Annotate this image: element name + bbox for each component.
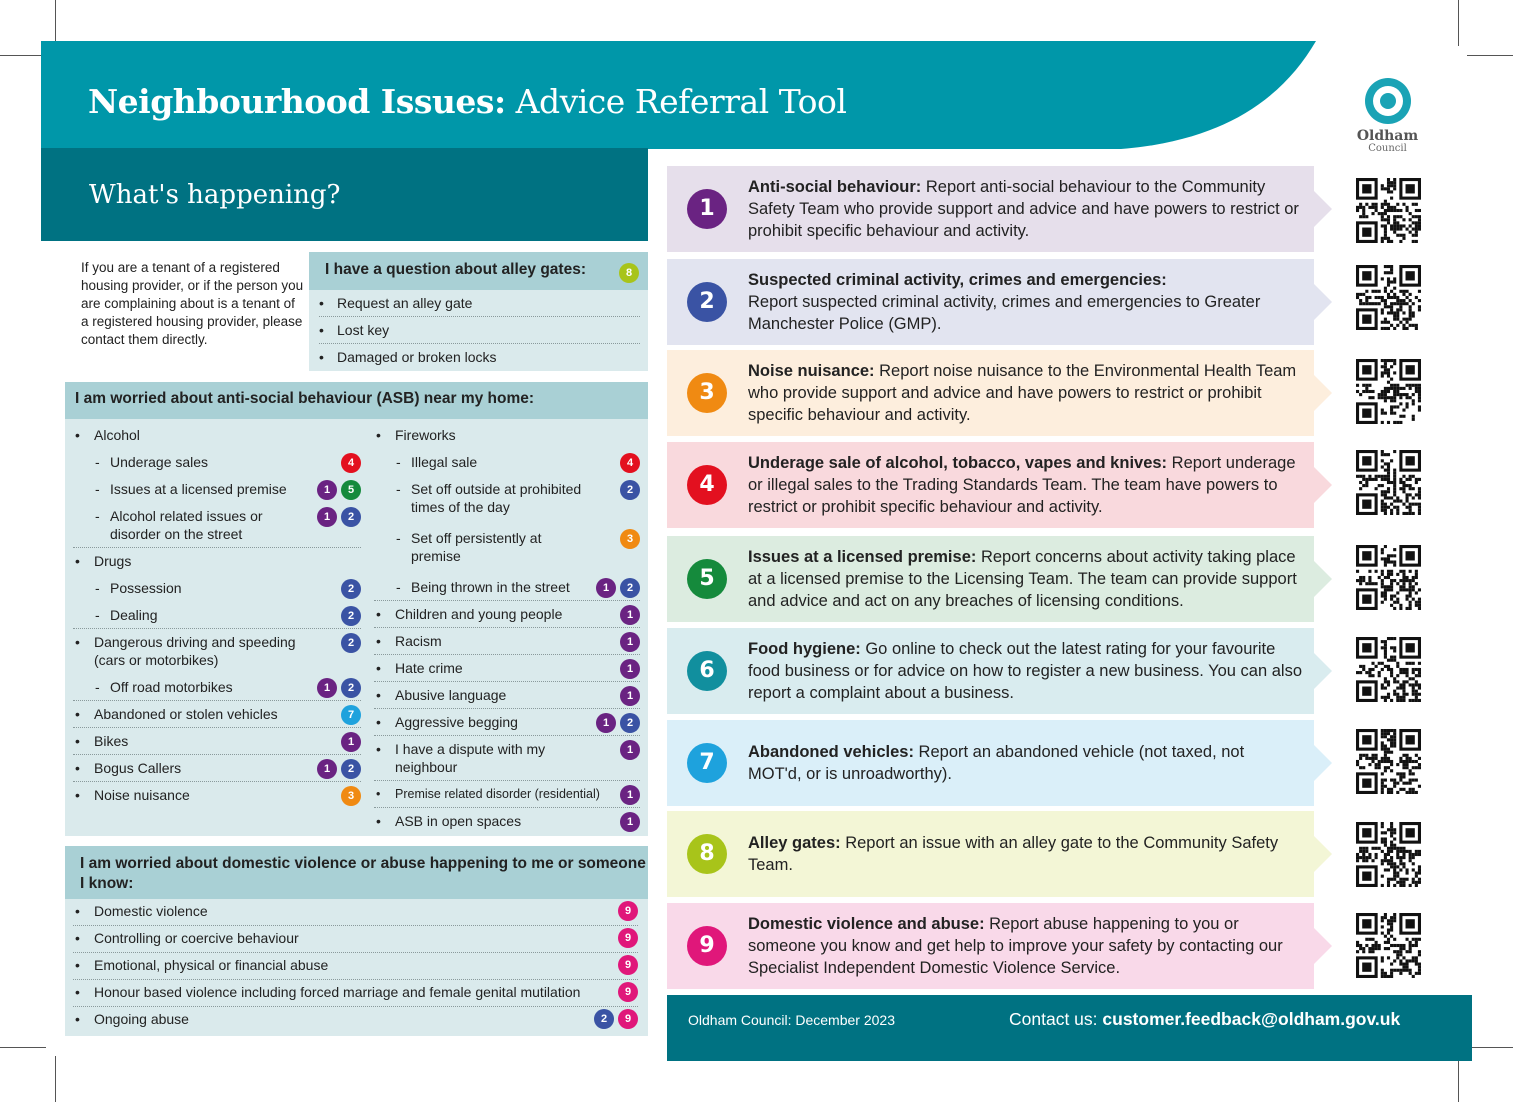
asb-item-label: Noise nuisance: [94, 787, 190, 803]
asb-item-label: Abandoned or stolen vehicles: [94, 706, 278, 722]
badge-group: [620, 632, 640, 652]
asb-item-label: Bikes: [94, 733, 129, 749]
referral-card-3: [667, 350, 1314, 436]
asb-item: [374, 709, 640, 736]
referral-number: 2: [687, 282, 727, 322]
referral-badge[interactable]: 2: [341, 633, 361, 653]
asb-item: [374, 808, 640, 835]
badge-group: [341, 579, 361, 599]
referral-badge[interactable]: 9: [618, 982, 638, 1002]
asb-item-label: Alcohol: [94, 427, 140, 443]
dv-item: [73, 980, 638, 1007]
referral-badge[interactable]: 1: [620, 785, 640, 805]
referral-badge[interactable]: 2: [594, 1009, 614, 1029]
asb-item: [374, 525, 640, 574]
referral-badge[interactable]: 5: [341, 480, 361, 500]
crop-mark: [1467, 55, 1513, 56]
badge-group: [596, 713, 640, 733]
footer: [667, 995, 1472, 1061]
badge-group: [317, 759, 361, 779]
asb-panel: [65, 382, 648, 836]
referral-number: 3: [687, 373, 727, 413]
qr-code-icon[interactable]: [1356, 822, 1421, 887]
referral-badge[interactable]: 7: [341, 705, 361, 725]
referral-body: Report concerns about activity taking place at a licensed premise to the Licensing Team. The team can provide support and advice and act on any breaches of licensing conditions.: [748, 548, 1297, 610]
referral-text: [748, 741, 1302, 785]
contact-label: Contact us:: [1009, 1009, 1098, 1029]
asb-item: [374, 601, 640, 628]
referral-badge[interactable]: 2: [341, 507, 361, 527]
asb-item-label: Dangerous driving and speeding (cars or motorbikes): [94, 634, 296, 668]
referral-badge[interactable]: 3: [341, 786, 361, 806]
alley-heading: I have a question about alley gates:: [325, 261, 586, 278]
crop-mark: [1458, 1056, 1459, 1102]
referral-number: 8: [687, 834, 727, 874]
crop-mark: [1467, 1047, 1513, 1048]
dv-item-label: Domestic violence: [94, 903, 208, 919]
asb-item: [73, 503, 361, 548]
dv-heading: I am worried about domestic violence or abuse happening to me or someone I know:: [65, 846, 648, 899]
referral-title: Alley gates:: [748, 834, 841, 852]
badge-group: [618, 982, 638, 1002]
arrow-icon: [1314, 836, 1332, 872]
referral-body: Report abuse happening to you or someone you know and get help to improve your safety by contacting our Specialist Independent Domestic Violence Service.: [748, 915, 1283, 977]
asb-item-label: Alcohol related issues or disorder on the street: [110, 508, 263, 542]
referral-badge[interactable]: 1: [620, 659, 640, 679]
asb-item: [73, 728, 361, 755]
badge-group: [341, 786, 361, 806]
referral-text: [748, 176, 1302, 242]
referral-badge[interactable]: 1: [620, 686, 640, 706]
dv-item: [73, 1007, 638, 1034]
asb-item: [73, 422, 361, 449]
badge-group: [341, 732, 361, 752]
qr-code-icon[interactable]: [1356, 545, 1421, 610]
asb-item-label: Issues at a licensed premise: [110, 481, 287, 497]
badge-group: [618, 901, 638, 921]
referral-number: 5: [687, 559, 727, 599]
referral-badge[interactable]: 2: [341, 759, 361, 779]
dv-item-label: Honour based violence including forced marriage and female genital mutilation: [94, 984, 581, 1000]
referral-badge[interactable]: 1: [596, 578, 616, 598]
referral-badge[interactable]: 1: [596, 713, 616, 733]
referral-badge[interactable]: 9: [618, 901, 638, 921]
badge-group: [341, 633, 361, 653]
referral-badge[interactable]: 9: [618, 928, 638, 948]
dv-item: [73, 926, 638, 953]
badge-group: [317, 678, 361, 698]
asb-item-label: I have a dispute with my neighbour: [395, 741, 546, 775]
asb-item-label: Bogus Callers: [94, 760, 182, 776]
badge-group: [594, 1009, 638, 1029]
oldham-council-logo-icon: [1365, 78, 1411, 124]
referral-card-5: [667, 536, 1314, 622]
arrow-icon: [1314, 745, 1332, 781]
asb-item: [73, 548, 361, 575]
asb-item-label: Underage sales: [110, 454, 209, 470]
page-title-bold: Neighbourhood Issues:: [88, 82, 506, 121]
referral-title: Abandoned vehicles:: [748, 743, 914, 761]
referral-body: Report an abandoned vehicle (not taxed, not MOT'd, or is unroadworthy).: [748, 743, 1245, 783]
referral-body: Report suspected criminal activity, crimes and emergencies to Greater Manchester Police (GMP).: [748, 293, 1261, 333]
badge-group: [620, 740, 640, 760]
referral-body: Report anti-social behaviour to the Community Safety Team who provide support and advice and have powers to restrict or prohibit specific behaviour and activity.: [748, 178, 1299, 240]
referral-badge[interactable]: 8: [619, 263, 639, 283]
panel-heading: [309, 252, 648, 290]
footer-date: Oldham Council: December 2023: [688, 1012, 895, 1028]
referral-badge[interactable]: 2: [620, 480, 640, 500]
badge-group: [341, 606, 361, 626]
referral-number: 7: [687, 743, 727, 783]
asb-item-label: Aggressive begging: [395, 714, 518, 730]
badge-group: [341, 705, 361, 725]
badge-group: [620, 480, 640, 500]
referral-title: Underage sale of alcohol, tobacco, vapes and knives:: [748, 454, 1168, 472]
qr-code-icon[interactable]: [1356, 265, 1421, 330]
referral-badge[interactable]: 1: [620, 740, 640, 760]
referral-badge[interactable]: 4: [341, 453, 361, 473]
asb-item-label: ASB in open spaces: [395, 813, 522, 829]
crop-mark: [1458, 0, 1459, 46]
qr-code-icon[interactable]: [1356, 178, 1421, 243]
referral-text: [748, 452, 1302, 518]
referral-number: 4: [687, 465, 727, 505]
asb-item-label: Dealing: [110, 607, 158, 623]
referral-badge[interactable]: 2: [620, 578, 640, 598]
asb-item: [73, 449, 361, 476]
referral-text: [748, 360, 1302, 426]
referral-card-6: [667, 628, 1314, 714]
asb-item: [374, 476, 640, 525]
arrow-icon: [1314, 928, 1332, 964]
dv-item: [73, 953, 638, 980]
qr-code-icon[interactable]: [1356, 359, 1421, 424]
crop-mark: [55, 0, 56, 46]
referral-card-2: [667, 259, 1314, 345]
asb-item-label: Set off outside at prohibited times of the day: [411, 481, 582, 515]
referral-text: [748, 546, 1302, 612]
asb-item: [73, 476, 361, 503]
referral-badge[interactable]: 1: [317, 678, 337, 698]
asb-item: [73, 701, 361, 728]
crop-mark: [55, 1056, 56, 1102]
page-title-light: Advice Referral Tool: [515, 82, 847, 121]
asb-item: [73, 782, 361, 809]
referral-badge[interactable]: 1: [317, 507, 337, 527]
intro-text: If you are a tenant of a registered housing provider, or if the person you are complaining about is a tenant of a registered housing provider, please contact them directly.: [81, 260, 304, 347]
arrow-icon: [1314, 467, 1332, 503]
asb-item-label: Off road motorbikes: [110, 679, 233, 695]
asb-item-label: Illegal sale: [411, 454, 478, 470]
referral-card-4: [667, 442, 1314, 528]
asb-item-label: Possession: [110, 580, 182, 596]
referral-badge[interactable]: 1: [620, 605, 640, 625]
dv-list: [65, 899, 648, 1034]
referral-badge[interactable]: 2: [620, 713, 640, 733]
referral-title: Domestic violence and abuse:: [748, 915, 985, 933]
list-item: • Request an alley gate: [319, 290, 640, 317]
badge-group: [620, 686, 640, 706]
arrow-icon: [1314, 653, 1332, 689]
badge-group: [620, 605, 640, 625]
asb-item: [374, 449, 640, 476]
logo-sub: Council: [1368, 143, 1407, 154]
asb-item: [73, 674, 361, 701]
referral-number: 9: [687, 926, 727, 966]
referral-card-7: [667, 720, 1314, 806]
referral-text: [748, 638, 1302, 704]
asb-item: [374, 628, 640, 655]
asb-item-label: Set off persistently at premise: [411, 530, 542, 564]
asb-item-label: Children and young people: [395, 606, 563, 622]
referral-badge[interactable]: 9: [618, 1009, 638, 1029]
referral-title: Issues at a licensed premise:: [748, 548, 977, 566]
asb-item-label: Drugs: [94, 553, 132, 569]
asb-item: [73, 755, 361, 782]
referral-number: 6: [687, 651, 727, 691]
qr-code-icon[interactable]: [1356, 913, 1421, 978]
referral-text: [748, 269, 1302, 335]
arrow-icon: [1314, 284, 1332, 320]
dv-item: [73, 899, 638, 926]
crop-mark: [0, 1047, 46, 1048]
referral-badge[interactable]: 9: [618, 955, 638, 975]
asb-item: [73, 602, 361, 629]
referral-body: Report noise nuisance to the Environmental Health Team who provide support and advice and have powers to restrict or prohibit specific behaviour and activity.: [748, 362, 1297, 424]
badge-group: [618, 928, 638, 948]
asb-item: [374, 574, 640, 601]
dv-item-label: Emotional, physical or financial abuse: [94, 957, 329, 973]
referral-body: Report an issue with an alley gate to the Community Safety Team.: [748, 834, 1279, 874]
referral-badge[interactable]: 4: [620, 453, 640, 473]
referral-card-1: [667, 166, 1314, 252]
arrow-icon: [1314, 191, 1332, 227]
asb-item-label: Premise related disorder (residential): [395, 787, 600, 801]
list-item: • Damaged or broken locks: [319, 344, 640, 371]
section-title: What's happening?: [89, 180, 341, 210]
page-title: [88, 82, 846, 121]
referral-number: 1: [687, 189, 727, 229]
referral-badge[interactable]: 2: [341, 606, 361, 626]
asb-item: [374, 736, 640, 781]
logo-name: Oldham: [1356, 128, 1419, 144]
crop-mark: [0, 55, 46, 56]
dv-item-label: Ongoing abuse: [94, 1011, 189, 1027]
list-item: • Lost key: [319, 317, 640, 344]
qr-code-icon[interactable]: [1356, 729, 1421, 794]
referral-body: Go online to check out the latest rating for your favourite food business or for advice on how to register a new business. You can also report a complaint about a business.: [748, 640, 1303, 702]
badge-group: [620, 659, 640, 679]
referral-text: [748, 832, 1302, 876]
dv-item-label: Controlling or coercive behaviour: [94, 930, 299, 946]
badge-group: [620, 785, 640, 805]
referral-badge[interactable]: 1: [620, 812, 640, 832]
contact-email-link[interactable]: customer.feedback@oldham.gov.uk: [1102, 1009, 1401, 1029]
oldham-council-logo: [1350, 78, 1425, 154]
referral-body: Report underage or illegal sales to the Trading Standards Team. The team have powers to restrict or prohibit specific behaviour and activity.: [748, 454, 1296, 516]
badge-group: [341, 453, 361, 473]
domestic-violence-panel: [65, 846, 648, 1036]
referral-badge[interactable]: 2: [341, 678, 361, 698]
referral-badge[interactable]: 3: [620, 529, 640, 549]
arrow-icon: [1314, 375, 1332, 411]
asb-heading: I am worried about anti-social behaviour (ASB) near my home:: [65, 382, 648, 419]
asb-item: [374, 781, 640, 808]
badge-group: [618, 955, 638, 975]
asb-item: [73, 629, 361, 674]
referral-title: Food hygiene:: [748, 640, 861, 658]
badge-group: [317, 507, 361, 527]
referral-card-9: [667, 903, 1314, 989]
asb-right-column: [374, 422, 640, 835]
asb-item-label: Racism: [395, 633, 442, 649]
footer-contact: [1009, 1009, 1400, 1030]
asb-item: [374, 655, 640, 682]
referral-title: Suspected criminal activity, crimes and emergencies:: [748, 271, 1167, 289]
referral-badge[interactable]: 2: [341, 579, 361, 599]
arrow-icon: [1314, 561, 1332, 597]
asb-item-label: Hate crime: [395, 660, 463, 676]
badge-group: [317, 480, 361, 500]
asb-item-label: Abusive language: [395, 687, 507, 703]
asb-item-label: Being thrown in the street: [411, 579, 570, 595]
referral-badge[interactable]: 1: [317, 480, 337, 500]
referral-badge[interactable]: 1: [620, 632, 640, 652]
asb-left-column: [73, 422, 361, 809]
badge-group: [620, 453, 640, 473]
referral-card-8: [667, 811, 1314, 897]
referral-title: Anti-social behaviour:: [748, 178, 922, 196]
referral-badge[interactable]: 1: [341, 732, 361, 752]
qr-code-icon[interactable]: [1356, 637, 1421, 702]
badge-group: [620, 812, 640, 832]
asb-item: [73, 575, 361, 602]
badge-group: [620, 529, 640, 549]
referral-badge[interactable]: 1: [317, 759, 337, 779]
referral-text: [748, 913, 1302, 979]
asb-item-label: Fireworks: [395, 427, 456, 443]
referral-title: Noise nuisance:: [748, 362, 875, 380]
alley-gates-panel: [309, 252, 648, 371]
badge-group: [596, 578, 640, 598]
asb-item: [374, 682, 640, 709]
asb-item: [374, 422, 640, 449]
qr-code-icon[interactable]: [1356, 450, 1421, 515]
